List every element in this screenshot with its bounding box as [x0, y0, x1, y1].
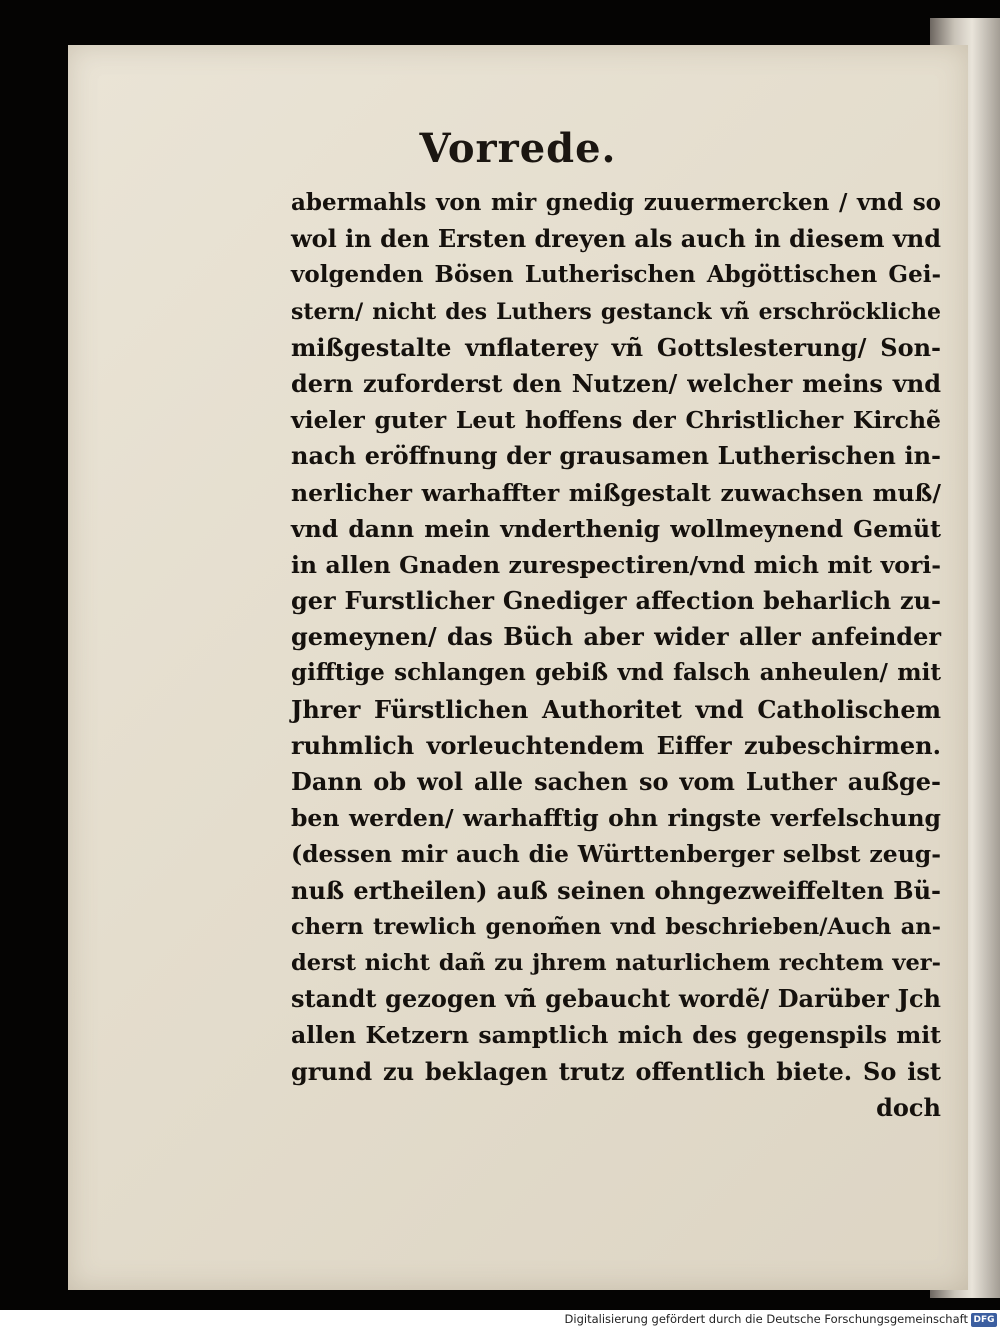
digitization-footer	[0, 1310, 1000, 1330]
text-line: nach eröffnung der grausamen Lutherischen in-	[291, 441, 941, 471]
text-line: grund zu beklagen trutz offentlich biete. So ist	[291, 1056, 941, 1086]
text-line: in allen Gnaden zurespectiren/vnd mich mit vori-	[291, 550, 941, 579]
text-line: gifftige schlangen gebiß vnd falsch anheulen/ mit	[291, 659, 941, 687]
text-line: mißgestalte vnflaterey vñ Gottslesterung/ Son-	[291, 332, 941, 362]
text-line: chern trewlich genom̃en vnd beschrieben/Auch an-	[291, 913, 941, 940]
text-line: vnd dann mein vnderthenig wollmeynend Gemüt	[291, 514, 941, 543]
text-line: volgenden Bösen Lutherischen Abgöttischen Gei-	[291, 261, 941, 289]
text-line: wol in den Ersten dreyen als auch in diesem vnd	[291, 224, 941, 254]
text-line: gemeynen/ das Büch aber wider aller anfeinder	[291, 622, 941, 652]
text-line: standt gezogen vñ gebaucht wordẽ/ Darüber Jch	[291, 984, 941, 1014]
text-line: abermahls von mir gnedig zuuermercken / vnd so	[291, 189, 941, 216]
body-text	[291, 185, 941, 1126]
text-line: derst nicht dañ zu jhrem naturlichem rechtem ver-	[291, 949, 941, 976]
catchword: doch	[876, 1092, 941, 1122]
page-heading: Vorrede.	[419, 125, 617, 172]
text-line: (dessen mir auch die Württenberger selbst zeug-	[291, 840, 941, 869]
text-line: Dann ob wol alle sachen so vom Luther außge-	[291, 767, 941, 796]
text-line: nerlicher warhaffter mißgestalt zuwachsen muß/	[291, 478, 941, 507]
dfg-logo-icon: DFG	[971, 1313, 997, 1327]
funding-credit: Digitalisierung gefördert durch die Deutsche Forschungsgemeinschaft	[564, 1312, 968, 1326]
text-line: ruhmlich vorleuchtendem Eiffer zubeschirmen.	[291, 730, 941, 760]
text-line: ger Furstlicher Gnediger affection beharlich zu-	[291, 586, 941, 616]
text-line: Jhrer Fürstlichen Authoritet vnd Catholischem	[291, 694, 941, 724]
book-page	[68, 45, 968, 1290]
text-line: nuß ertheilen) auß seinen ohngezweiffelten Bü-	[291, 875, 941, 905]
text-line: ben werden/ warhafftig ohn ringste verfelschung	[291, 804, 941, 833]
text-line: dern zuforderst den Nutzen/ welcher meins vnd	[291, 368, 941, 398]
text-line: stern/ nicht des Luthers gestanck vñ erschröckliche	[291, 298, 941, 325]
text-line: allen Ketzern samptlich mich des gegenspils mit	[291, 1021, 941, 1050]
text-line: vieler guter Leut hoffens der Christlicher Kirchẽ	[291, 406, 941, 435]
